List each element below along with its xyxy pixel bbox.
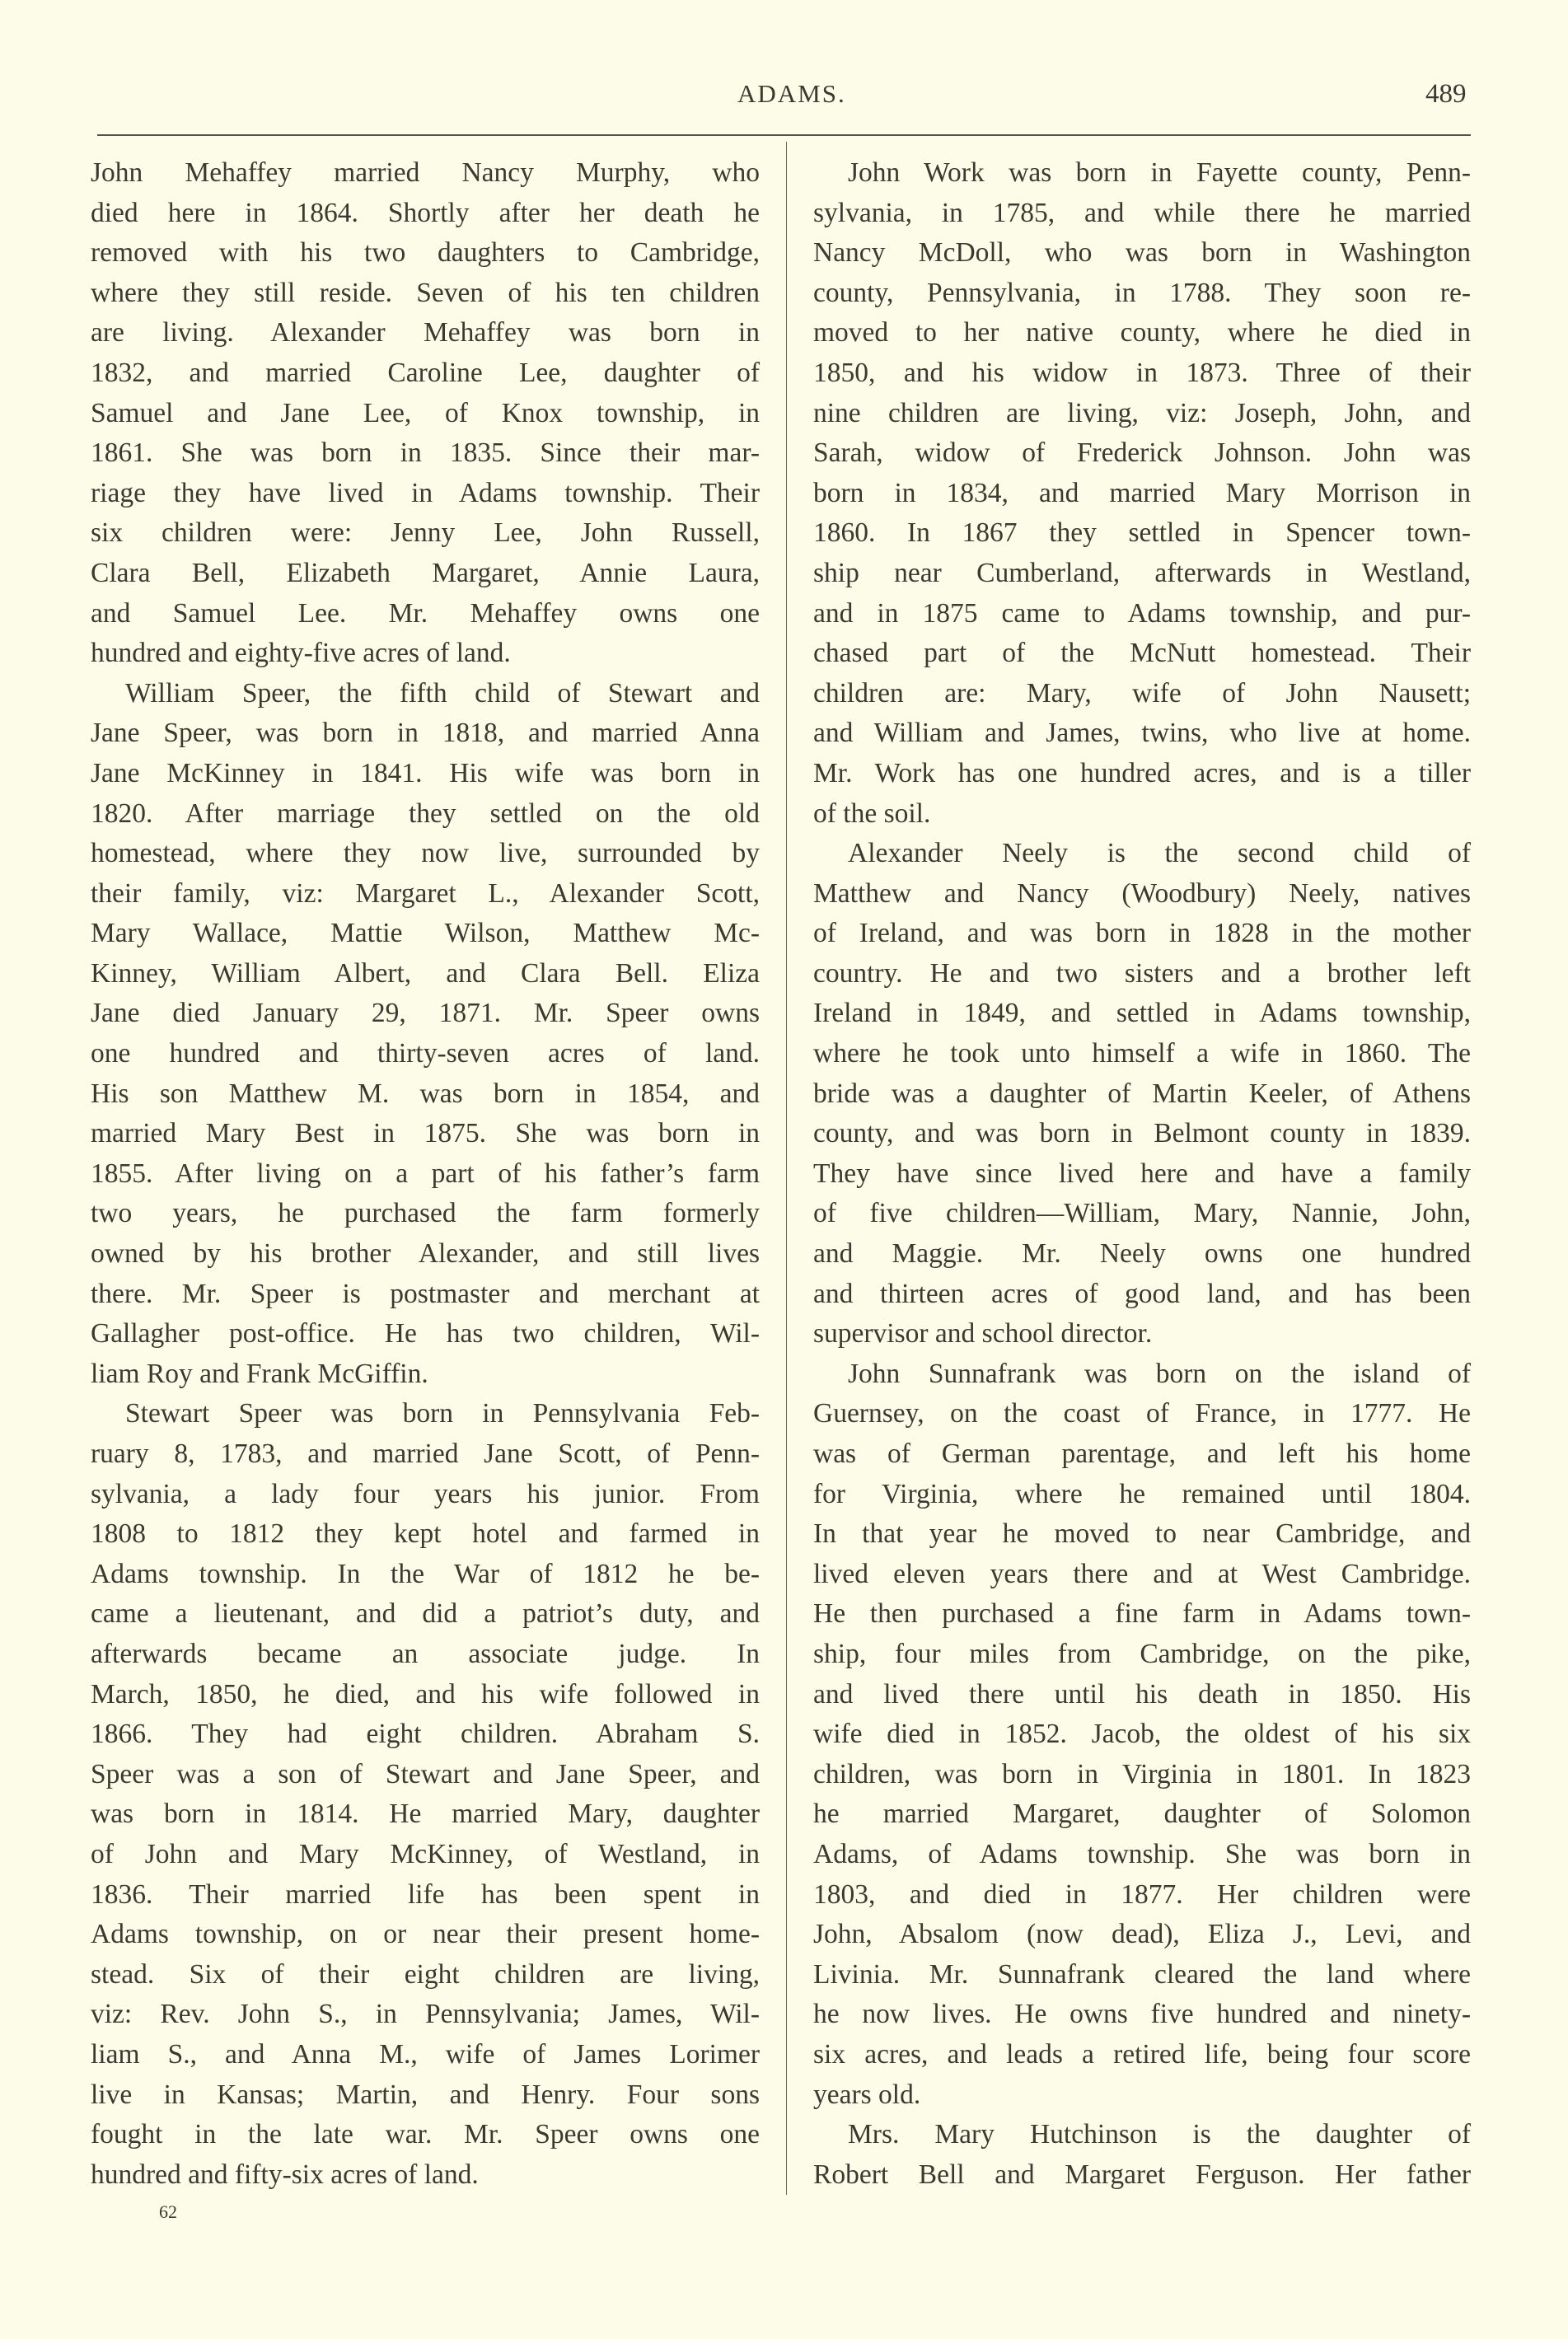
text-line: nine children are living, viz: Joseph, John, and xyxy=(813,397,1471,428)
text-line: country. He and two sisters and a brother left xyxy=(813,957,1471,989)
text-line: Samuel and Jane Lee, of Knox township, in xyxy=(91,397,760,428)
text-line: hundred and eighty-five acres of land. xyxy=(91,638,511,669)
text-line: 1855. After living on a part of his father’s farm xyxy=(91,1158,760,1189)
text-line: was born in 1814. He married Mary, daughter xyxy=(91,1799,760,1830)
column-divider xyxy=(786,142,787,2195)
text-line: John Work was born in Fayette county, Penn- xyxy=(848,157,1471,188)
text-line: Clara Bell, Elizabeth Margaret, Annie Laura, xyxy=(91,557,760,588)
text-line: died here in 1864. Shortly after her death he xyxy=(91,197,760,228)
text-line: John Sunnafrank was born on the island of xyxy=(848,1358,1471,1389)
text-line: sylvania, in 1785, and while there he married xyxy=(813,197,1471,228)
text-line: one hundred and thirty-seven acres of land. xyxy=(91,1038,760,1069)
text-line: born in 1834, and married Mary Morrison in xyxy=(813,477,1471,508)
text-line: live in Kansas; Martin, and Henry. Four sons xyxy=(91,2079,760,2110)
text-line: Matthew and Nancy (Woodbury) Neely, natives xyxy=(813,877,1471,909)
text-line: children are: Mary, wife of John Nausett; xyxy=(813,677,1471,709)
text-line: Nancy McDoll, who was born in Washington xyxy=(813,237,1471,269)
text-line: 1850, and his widow in 1873. Three of their xyxy=(813,357,1471,388)
text-line: riage they have lived in Adams township. Their xyxy=(91,477,760,508)
text-line: bride was a daughter of Martin Keeler, of Athens xyxy=(813,1078,1471,1109)
text-line: fought in the late war. Mr. Speer owns one xyxy=(91,2119,760,2150)
text-line: Gallagher post-office. He has two children, Wil- xyxy=(91,1318,760,1350)
text-line: married Mary Best in 1875. She was born in xyxy=(91,1118,760,1149)
text-line: Stewart Speer was born in Pennsylvania Feb- xyxy=(125,1398,760,1429)
text-line: Alexander Neely is the second child of xyxy=(848,838,1471,869)
text-line: 1860. In 1867 they settled in Spencer town- xyxy=(813,517,1471,549)
text-line: where they still reside. Seven of his ten children xyxy=(91,277,760,308)
text-line: Jane McKinney in 1841. His wife was born in xyxy=(91,757,760,788)
text-line: Livinia. Mr. Sunnafrank cleared the land where xyxy=(813,1958,1471,1990)
text-line: six children were: Jenny Lee, John Russell, xyxy=(91,517,760,549)
text-line: are living. Alexander Mehaffey was born in xyxy=(91,317,760,349)
text-line: supervisor and school director. xyxy=(813,1318,1153,1350)
text-line: Adams township. In the War of 1812 he be- xyxy=(91,1558,760,1589)
text-line: stead. Six of their eight children are living, xyxy=(91,1958,760,1990)
text-line: Adams township, on or near their present home- xyxy=(91,1919,760,1950)
text-line: His son Matthew M. was born in 1854, and xyxy=(91,1078,760,1109)
text-line: liam S., and Anna M., wife of James Lorimer xyxy=(91,2038,760,2070)
text-line: there. Mr. Speer is postmaster and merchant at xyxy=(91,1278,760,1309)
text-line: their family, viz: Margaret L., Alexander Scott, xyxy=(91,877,760,909)
text-line: Sarah, widow of Frederick Johnson. John was xyxy=(813,437,1471,469)
text-line: 1808 to 1812 they kept hotel and farmed in xyxy=(91,1518,760,1550)
text-line: years old. xyxy=(813,2079,921,2110)
text-line: county, Pennsylvania, in 1788. They soon re- xyxy=(813,277,1471,308)
text-line: Guernsey, on the coast of France, in 1777. He xyxy=(813,1398,1471,1429)
text-line: Adams, of Adams township. She was born in xyxy=(813,1838,1471,1869)
text-line: and lived there until his death in 1850. His xyxy=(813,1678,1471,1710)
running-head-title: ADAMS. xyxy=(737,79,846,108)
text-line: Ireland in 1849, and settled in Adams township, xyxy=(813,998,1471,1029)
text-line: and Maggie. Mr. Neely owns one hundred xyxy=(813,1238,1471,1270)
text-line: of Ireland, and was born in 1828 in the mother xyxy=(813,918,1471,949)
text-line: 1861. She was born in 1835. Since their mar- xyxy=(91,437,760,469)
text-line: Jane Speer, was born in 1818, and married Anna xyxy=(91,718,760,749)
right-column xyxy=(813,153,1471,2195)
text-line: March, 1850, he died, and his wife followed in xyxy=(91,1678,760,1710)
text-line: He then purchased a fine farm in Adams town- xyxy=(813,1598,1471,1630)
text-line: and thirteen acres of good land, and has been xyxy=(813,1278,1471,1309)
header-rule xyxy=(97,134,1471,136)
text-line: 1836. Their married life has been spent in xyxy=(91,1878,760,1910)
text-line: Jane died January 29, 1871. Mr. Speer owns xyxy=(91,998,760,1029)
text-line: he married Margaret, daughter of Solomon xyxy=(813,1799,1471,1830)
text-line: chased part of the McNutt homestead. Their xyxy=(813,638,1471,669)
text-line: ruary 8, 1783, and married Jane Scott, of Penn- xyxy=(91,1438,760,1469)
text-line: owned by his brother Alexander, and still lives xyxy=(91,1238,760,1270)
running-head xyxy=(0,76,1568,112)
text-line: was of German parentage, and left his home xyxy=(813,1438,1471,1469)
text-line: William Speer, the fifth child of Stewart and xyxy=(125,677,760,709)
text-line: Mr. Work has one hundred acres, and is a tiller xyxy=(813,757,1471,788)
text-line: 1820. After marriage they settled on the old xyxy=(91,798,760,829)
text-line: They have since lived here and have a family xyxy=(813,1158,1471,1189)
text-line: where he took unto himself a wife in 1860. The xyxy=(813,1038,1471,1069)
text-line: of John and Mary McKinney, of Westland, in xyxy=(91,1838,760,1869)
text-line: removed with his two daughters to Cambridge, xyxy=(91,237,760,269)
text-line: Kinney, William Albert, and Clara Bell. Eliza xyxy=(91,957,760,989)
page-number: 489 xyxy=(1425,79,1467,109)
text-line: 1866. They had eight children. Abraham S. xyxy=(91,1719,760,1750)
text-line: came a lieutenant, and did a patriot’s duty, and xyxy=(91,1598,760,1630)
text-line: lived eleven years there and at West Cambridge. xyxy=(813,1558,1471,1589)
text-line: of the soil. xyxy=(813,798,931,829)
text-line: he now lives. He owns five hundred and ninety- xyxy=(813,1999,1471,2030)
left-column xyxy=(91,153,760,2195)
text-line: Robert Bell and Margaret Ferguson. Her father xyxy=(813,2159,1471,2190)
text-line: homestead, where they now live, surrounded by xyxy=(91,838,760,869)
text-line: children, was born in Virginia in 1801. In 1823 xyxy=(813,1758,1471,1789)
text-line: ship near Cumberland, afterwards in Westland, xyxy=(813,557,1471,588)
text-line: of five children—William, Mary, Nannie, John, xyxy=(813,1198,1471,1229)
text-line: and Samuel Lee. Mr. Mehaffey owns one xyxy=(91,597,760,629)
text-line: John, Absalom (now dead), Eliza J., Levi, and xyxy=(813,1919,1471,1950)
text-line: ship, four miles from Cambridge, on the pike, xyxy=(813,1638,1471,1669)
text-line: sylvania, a lady four years his junior. From xyxy=(91,1478,760,1509)
text-line: 1832, and married Caroline Lee, daughter of xyxy=(91,357,760,388)
text-line: wife died in 1852. Jacob, the oldest of his six xyxy=(813,1719,1471,1750)
text-line: Speer was a son of Stewart and Jane Speer, and xyxy=(91,1758,760,1789)
text-line: county, and was born in Belmont county in 1839. xyxy=(813,1118,1471,1149)
text-line: and in 1875 came to Adams township, and pur- xyxy=(813,597,1471,629)
signature-mark: 62 xyxy=(159,2201,177,2222)
text-line: moved to her native county, where he died in xyxy=(813,317,1471,349)
text-line: and William and James, twins, who live at home. xyxy=(813,718,1471,749)
text-line: two years, he purchased the farm formerly xyxy=(91,1198,760,1229)
text-line: Mary Wallace, Mattie Wilson, Matthew Mc- xyxy=(91,918,760,949)
text-line: hundred and fifty-six acres of land. xyxy=(91,2159,479,2190)
text-line: Mrs. Mary Hutchinson is the daughter of xyxy=(848,2119,1471,2150)
text-line: In that year he moved to near Cambridge, and xyxy=(813,1518,1471,1550)
text-line: for Virginia, where he remained until 1804. xyxy=(813,1478,1471,1509)
text-line: John Mehaffey married Nancy Murphy, who xyxy=(91,157,760,188)
text-line: viz: Rev. John S., in Pennsylvania; James, Wil- xyxy=(91,1999,760,2030)
text-line: liam Roy and Frank McGiffin. xyxy=(91,1358,428,1389)
text-line: six acres, and leads a retired life, being four score xyxy=(813,2038,1471,2070)
text-line: afterwards became an associate judge. In xyxy=(91,1638,760,1669)
text-line: 1803, and died in 1877. Her children were xyxy=(813,1878,1471,1910)
